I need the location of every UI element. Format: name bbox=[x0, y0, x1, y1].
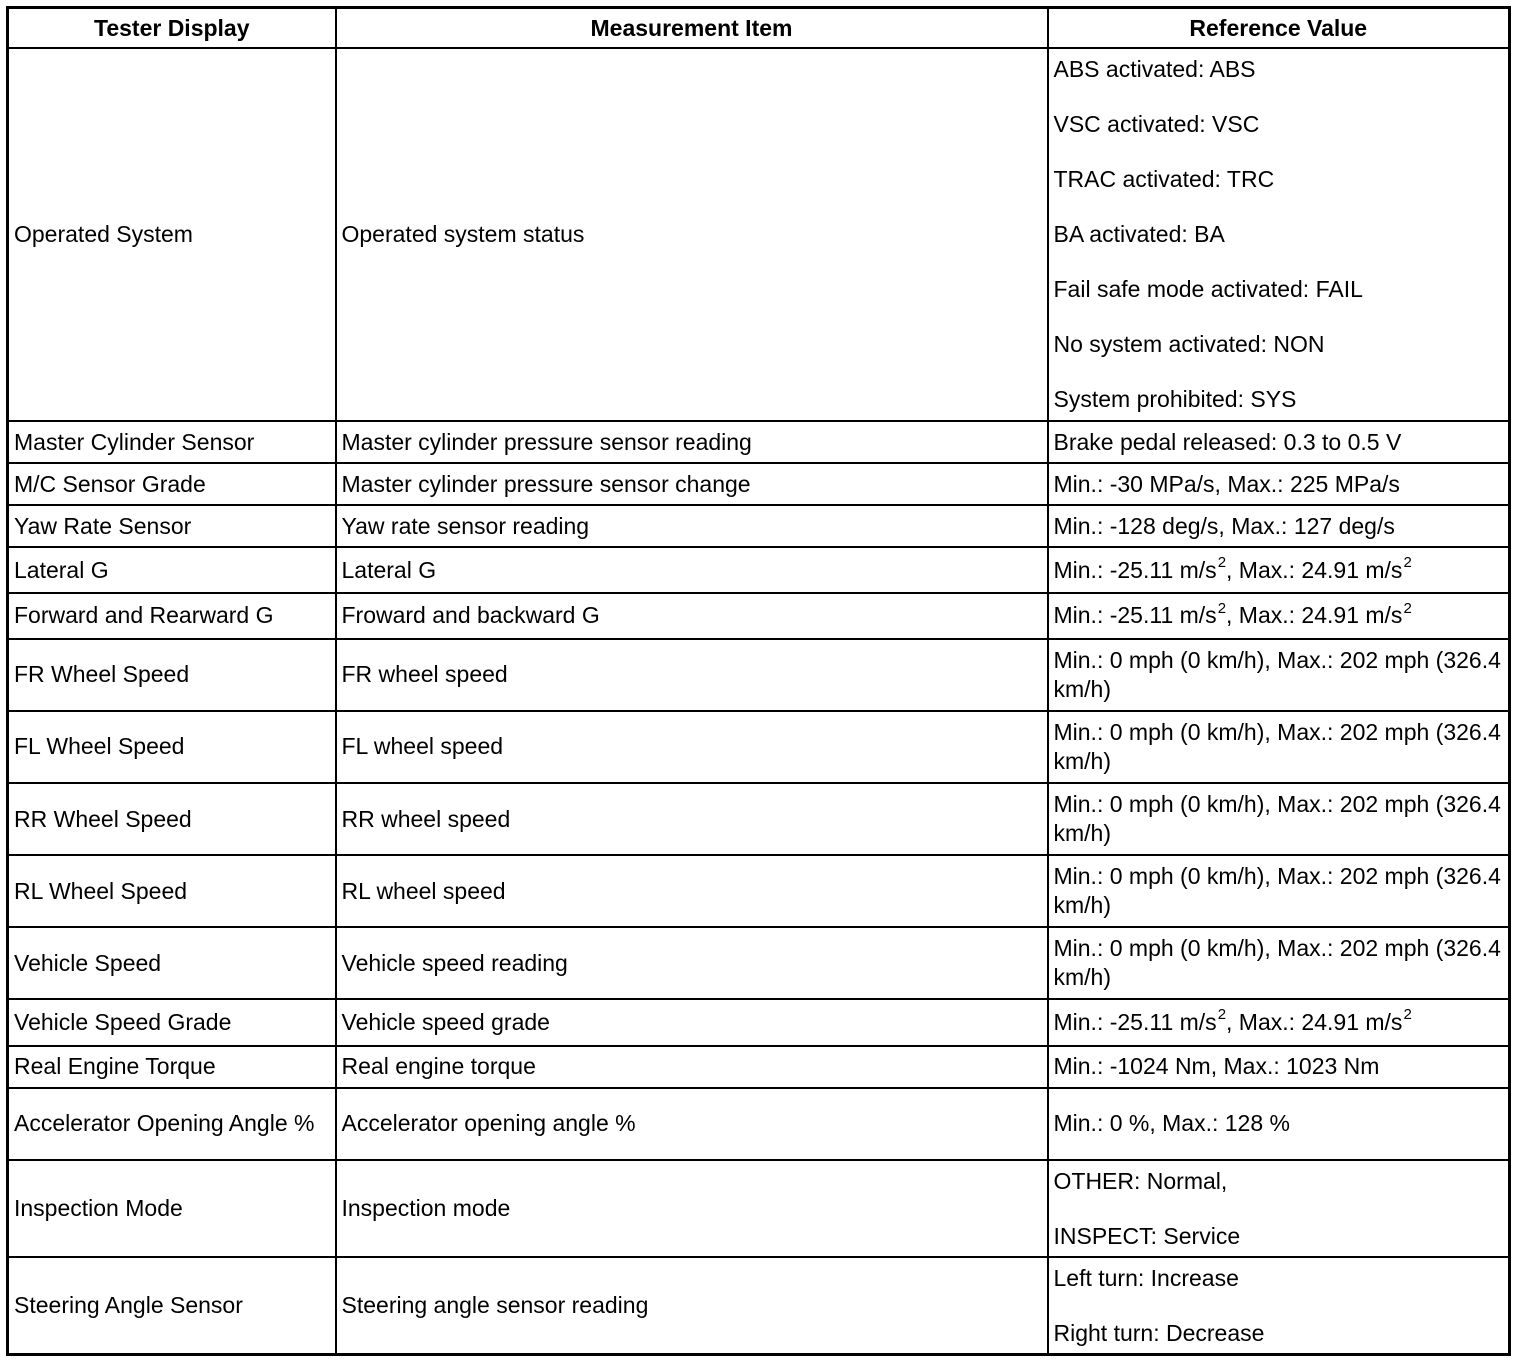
cell-tester-display: Real Engine Torque bbox=[8, 1046, 336, 1088]
reference-value-line: System prohibited: SYS bbox=[1053, 385, 1297, 412]
cell-reference-value bbox=[1048, 505, 1510, 547]
table-row bbox=[8, 999, 1510, 1045]
cell-reference-value bbox=[1048, 783, 1510, 855]
cell-reference-value bbox=[1048, 927, 1510, 999]
table-row bbox=[8, 1160, 1510, 1257]
cell-measurement-item: RR wheel speed bbox=[336, 783, 1048, 855]
cell-measurement-item: Yaw rate sensor reading bbox=[336, 505, 1048, 547]
cell-reference-value bbox=[1048, 48, 1510, 421]
reference-value-line: VSC activated: VSC bbox=[1053, 110, 1260, 137]
reference-value-line: Min.: -25.11 $m/s^2$, Max.: 24.91 $m/s^2$ bbox=[1053, 554, 1412, 583]
cell-measurement-item: Master cylinder pressure sensor reading bbox=[336, 421, 1048, 463]
cell-measurement-item: Inspection mode bbox=[336, 1160, 1048, 1257]
reference-value-line: No system activated: NON bbox=[1053, 330, 1325, 357]
reference-value-line: Min.: -25.11 $m/s^2$, Max.: 24.91 $m/s^2$ bbox=[1053, 599, 1412, 629]
cell-tester-display: RR Wheel Speed bbox=[8, 783, 336, 855]
cell-tester-display: M/C Sensor Grade bbox=[8, 463, 336, 505]
table-row bbox=[8, 547, 1510, 593]
data-list-table bbox=[6, 6, 1511, 1356]
cell-measurement-item: Operated system status bbox=[336, 48, 1048, 421]
table-row bbox=[8, 1046, 1510, 1088]
cell-tester-display: Vehicle Speed bbox=[8, 927, 336, 999]
cell-reference-value bbox=[1048, 421, 1510, 463]
cell-tester-display: Steering Angle Sensor bbox=[8, 1257, 336, 1354]
reference-value-line: Min.: 0 mph (0 km/h), Max.: 202 mph (326.4 km/h) bbox=[1053, 718, 1501, 774]
cell-reference-value bbox=[1048, 1160, 1510, 1257]
cell-reference-value bbox=[1048, 463, 1510, 505]
reference-value-line: Min.: -25.11 $m/s^2$, Max.: 24.91 $m/s^2$ bbox=[1053, 1006, 1412, 1036]
cell-measurement-item: Vehicle speed grade bbox=[336, 999, 1048, 1045]
column-header-tester-display: Tester Display bbox=[8, 8, 336, 49]
table-row bbox=[8, 639, 1510, 711]
reference-value-line: Brake pedal released: 0.3 to 0.5 V bbox=[1053, 428, 1402, 455]
cell-tester-display: Forward and Rearward G bbox=[8, 593, 336, 638]
table-row bbox=[8, 1257, 1510, 1354]
reference-value-line: Min.: 0 mph (0 km/h), Max.: 202 mph (326.4 km/h) bbox=[1053, 863, 1501, 919]
cell-tester-display: Yaw Rate Sensor bbox=[8, 505, 336, 547]
cell-measurement-item: Lateral G bbox=[336, 547, 1048, 593]
cell-measurement-item: Froward and backward G bbox=[336, 593, 1048, 638]
cell-measurement-item: Real engine torque bbox=[336, 1046, 1048, 1088]
reference-value-line: BA activated: BA bbox=[1053, 220, 1225, 247]
cell-measurement-item: Vehicle speed reading bbox=[336, 927, 1048, 999]
cell-reference-value bbox=[1048, 1088, 1510, 1160]
cell-reference-value bbox=[1048, 1257, 1510, 1354]
cell-reference-value bbox=[1048, 711, 1510, 783]
cell-measurement-item: Steering angle sensor reading bbox=[336, 1257, 1048, 1354]
cell-tester-display: Operated System bbox=[8, 48, 336, 421]
column-header-measurement-item: Measurement Item bbox=[336, 8, 1048, 49]
cell-reference-value bbox=[1048, 639, 1510, 711]
cell-reference-value bbox=[1048, 855, 1510, 927]
table-row bbox=[8, 48, 1510, 421]
cell-tester-display: RL Wheel Speed bbox=[8, 855, 336, 927]
reference-value-line: Min.: -30 MPa/s, Max.: 225 MPa/s bbox=[1053, 470, 1400, 497]
cell-tester-display: Master Cylinder Sensor bbox=[8, 421, 336, 463]
table-row bbox=[8, 1088, 1510, 1160]
reference-value-line: Fail safe mode activated: FAIL bbox=[1053, 275, 1363, 302]
reference-value-line: Min.: 0 %, Max.: 128 % bbox=[1053, 1110, 1290, 1137]
cell-reference-value bbox=[1048, 1046, 1510, 1088]
reference-value-line: Min.: 0 mph (0 km/h), Max.: 202 mph (326.4 km/h) bbox=[1053, 646, 1501, 702]
cell-tester-display: Lateral G bbox=[8, 547, 336, 593]
reference-value-line: Min.: -1024 Nm, Max.: 1023 Nm bbox=[1053, 1053, 1380, 1080]
reference-value-line: Min.: -128 deg/s, Max.: 127 deg/s bbox=[1053, 512, 1395, 539]
cell-reference-value bbox=[1048, 547, 1510, 593]
reference-value-line: ABS activated: ABS bbox=[1053, 55, 1256, 82]
table-row bbox=[8, 783, 1510, 855]
reference-value-line: TRAC activated: TRC bbox=[1053, 165, 1275, 192]
reference-value-line: OTHER: Normal, bbox=[1053, 1167, 1228, 1194]
table-row bbox=[8, 711, 1510, 783]
reference-value-line: Right turn: Decrease bbox=[1053, 1319, 1265, 1346]
column-header-reference-value: Reference Value bbox=[1048, 8, 1510, 49]
table-row bbox=[8, 463, 1510, 505]
cell-measurement-item: RL wheel speed bbox=[336, 855, 1048, 927]
reference-value-line: Min.: 0 mph (0 km/h), Max.: 202 mph (326.4 km/h) bbox=[1053, 935, 1501, 991]
cell-reference-value bbox=[1048, 593, 1510, 638]
reference-value-line: Left turn: Increase bbox=[1053, 1264, 1239, 1291]
reference-value-line: Min.: 0 mph (0 km/h), Max.: 202 mph (326.4 km/h) bbox=[1053, 791, 1501, 846]
cell-tester-display: FR Wheel Speed bbox=[8, 639, 336, 711]
header-row bbox=[8, 8, 1510, 49]
cell-reference-value bbox=[1048, 999, 1510, 1045]
cell-measurement-item: Master cylinder pressure sensor change bbox=[336, 463, 1048, 505]
table-row bbox=[8, 927, 1510, 999]
cell-tester-display: Inspection Mode bbox=[8, 1160, 336, 1257]
table-row bbox=[8, 421, 1510, 463]
table-row bbox=[8, 505, 1510, 547]
cell-tester-display: Vehicle Speed Grade bbox=[8, 999, 336, 1045]
cell-measurement-item: Accelerator opening angle % bbox=[336, 1088, 1048, 1160]
table-row bbox=[8, 855, 1510, 927]
table-row bbox=[8, 593, 1510, 638]
table-body bbox=[8, 48, 1510, 1355]
cell-tester-display: Accelerator Opening Angle % bbox=[8, 1088, 336, 1160]
cell-measurement-item: FR wheel speed bbox=[336, 639, 1048, 711]
cell-tester-display: FL Wheel Speed bbox=[8, 711, 336, 783]
reference-value-line: INSPECT: Service bbox=[1053, 1222, 1241, 1249]
cell-measurement-item: FL wheel speed bbox=[336, 711, 1048, 783]
